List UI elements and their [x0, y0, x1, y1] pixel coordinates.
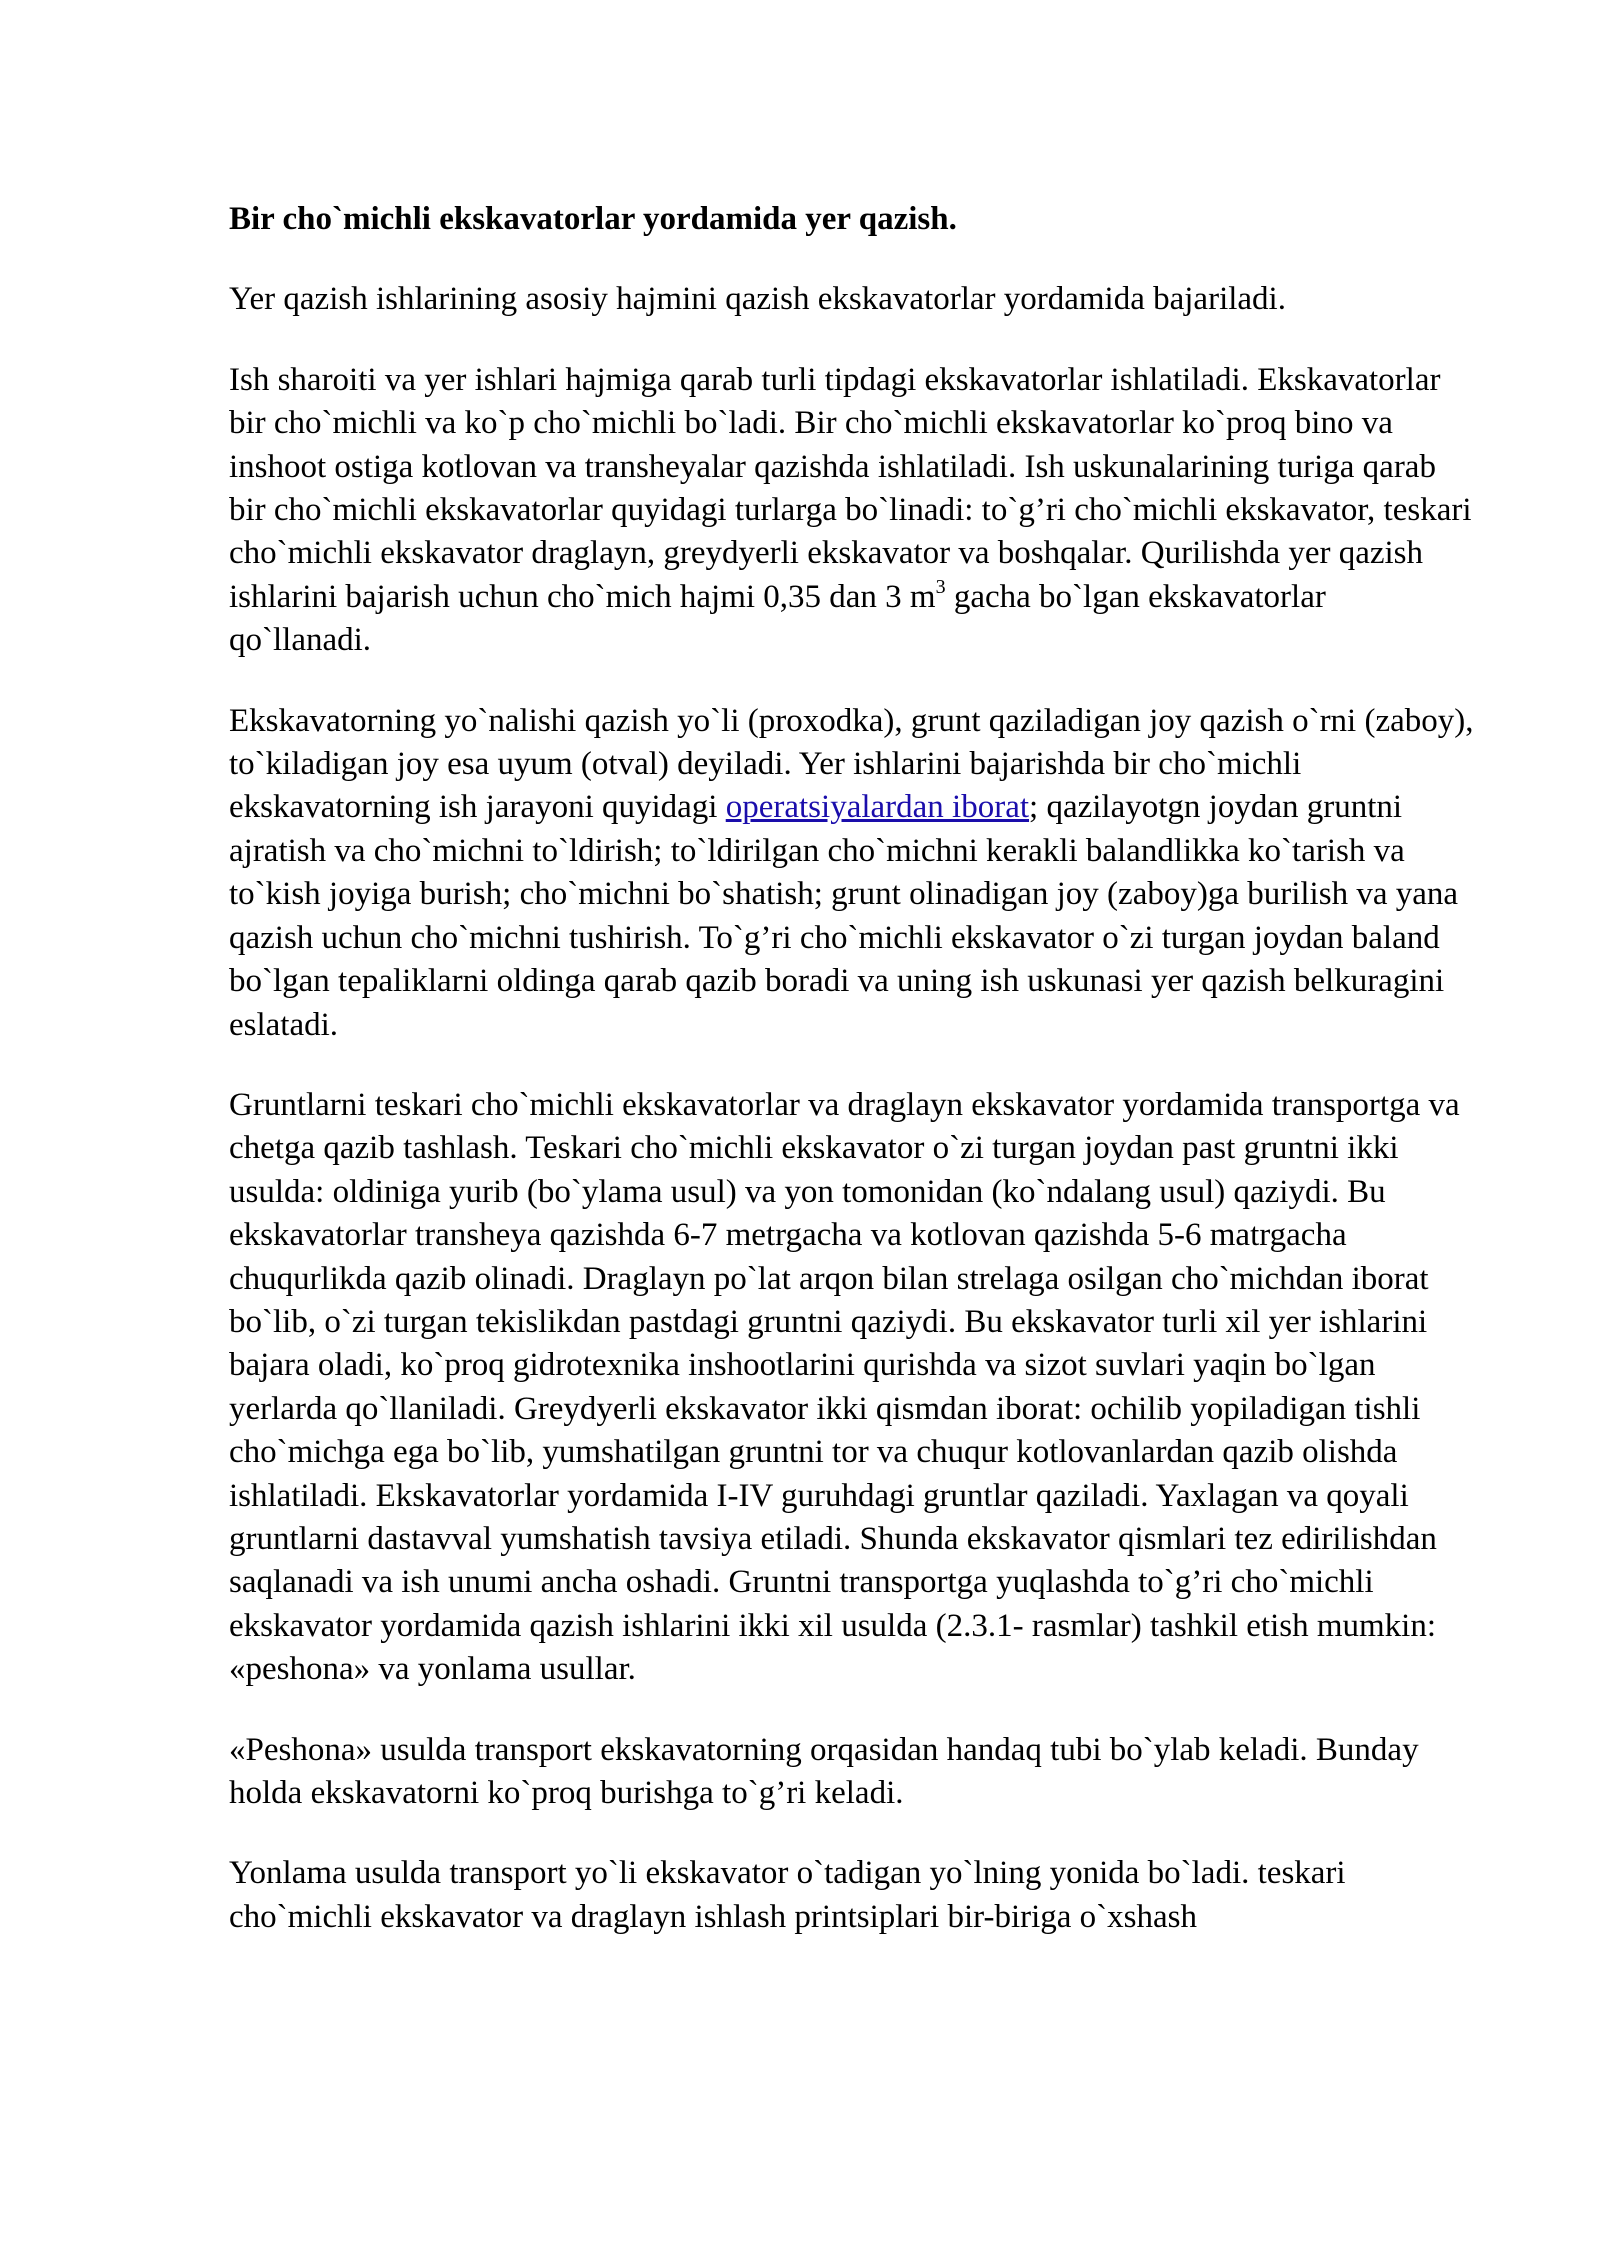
document-title: Bir cho`michli ekskavatorlar yordamida yer qazish. [229, 201, 957, 237]
document-page [229, 198, 1474, 1976]
paragraph-backhoe-draglayn: Gruntlarni teskari cho`michli ekskavatorlar va draglayn ekskavator yordamida transportga va chetga qazib tashlash. Teskari cho`michli ekskavator o`zi turgan joydan past gruntni ikki usulda: oldiniga yurib (bo`ylama usul) va yon tomonidan (ko`ndalang usul) qaziydi. Bu ekskavatorlar transheya qazishda 6-7 metrgacha va kotlovan qazishda 5-6 matrgacha chuqurlikda qazib olinadi. Draglayn po`lat arqon bilan strelaga osilgan cho`michdan iborat bo`lib, o`zi turgan tekislikdan pastdagi gruntni qaziydi. Bu ekskavator turli xil yer ishlarini bajara oladi, ko`proq gidrotexnika inshootlarini qurishda va sizot suvlari yaqin bo`lgan yerlarda qo`llaniladi. Greydyerli ekskavator ikki qismdan iborat: ochilib yopiladigan tishli cho`michga ega bo`lib, yumshatilgan gruntni tor va chuqur kotlovanlardan qazib olishda ishlatiladi. Ekskavatorlar yordamida I-IV guruhdagi gruntlar qaziladi. Yaxlagan va qoyali gruntlarni dastavval yumshatish tavsiya etiladi. Shunda ekskavator qismlari tez edirilishdan saqlanadi va ish unumi ancha oshadi. Gruntni transportga yuqlashda to`g’ri cho`michli ekskavator yordamida qazish ishlarini ikki xil usulda (2.3.1- rasmlar) tashkil etish mumkin: «peshona» va yonlama usullar. [229, 1086, 1460, 1688]
paragraph-operations [229, 700, 1474, 1047]
paragraph-text: Ish sharoiti va yer ishlari hajmiga qarab turli tipdagi ekskavatorlar ishlatiladi. Ekskavatorlar bir cho`michli va ko`p cho`michli bo`ladi. Bir cho`michli ekskavatorlar ko`proq bino va inshoot ostiga kotlovan va transheyalar qazishda ishlatiladi. Ish uskunalarining turiga qarab bir cho`michli ekskavatorlar quyidagi turlarga bo`linadi: to`g’ri cho`michli ekskavator, teskari cho`michli ekskavator draglayn, greydyerli ekskavator va boshqalar. Qurilishda yer qazish ishlarini bajarish uchun cho`mich hajmi 0,35 dan 3 m [229, 361, 1472, 615]
paragraph-excavator-types [229, 359, 1474, 663]
paragraph-text: Ekskavatorning yo`nalishi qazish yo`li (proxodka), grunt qaziladigan joy qazish o`rni (zaboy), to`kiladigan joy esa uyum (otval) deyiladi. Yer ishlarini bajarishda bir cho`michli ekskavatorning ish jarayoni quyidagi [229, 702, 1474, 826]
operations-link[interactable]: operatsiyalardan iborat [725, 789, 1030, 826]
paragraph-peshona-method: «Peshona» usulda transport ekskavatorning orqasidan handaq tubi bo`ylab keladi. Bunday holda ekskavatorni ko`proq burishga to`g’ri keladi. [229, 1731, 1419, 1811]
paragraph-side-method: Yonlama usulda transport yo`li ekskavator o`tadigan yo`lning yonida bo`ladi. teskari cho`michli ekskavator va draglayn ishlash printsiplari bir-biriga o`xshash [229, 1855, 1346, 1935]
superscript-cubic: 3 [935, 575, 946, 598]
paragraph-text: ; qazilayotgn joydan gruntni ajratish va cho`michni to`ldirish; to`ldirilgan cho`michni kerakli balandlikka ko`tarish va to`kish joyiga burish; cho`michni bo`shatish; grunt olinadigan joy (zaboy)ga burilish va yana qazish uchun cho`michni tushirish. To`g’ri cho`michli ekskavator o`zi turgan joydan baland bo`lgan tepaliklarni oldinga qarab qazib boradi va uning ish uskunasi yer qazish belkuragini eslatadi. [229, 789, 1459, 1043]
paragraph-text: gacha bo`lgan ekskavatorlar qo`llanadi. [229, 578, 1326, 659]
paragraph-intro: Yer qazish ishlarining asosiy hajmini qazish ekskavatorlar yordamida bajariladi. [229, 281, 1286, 318]
